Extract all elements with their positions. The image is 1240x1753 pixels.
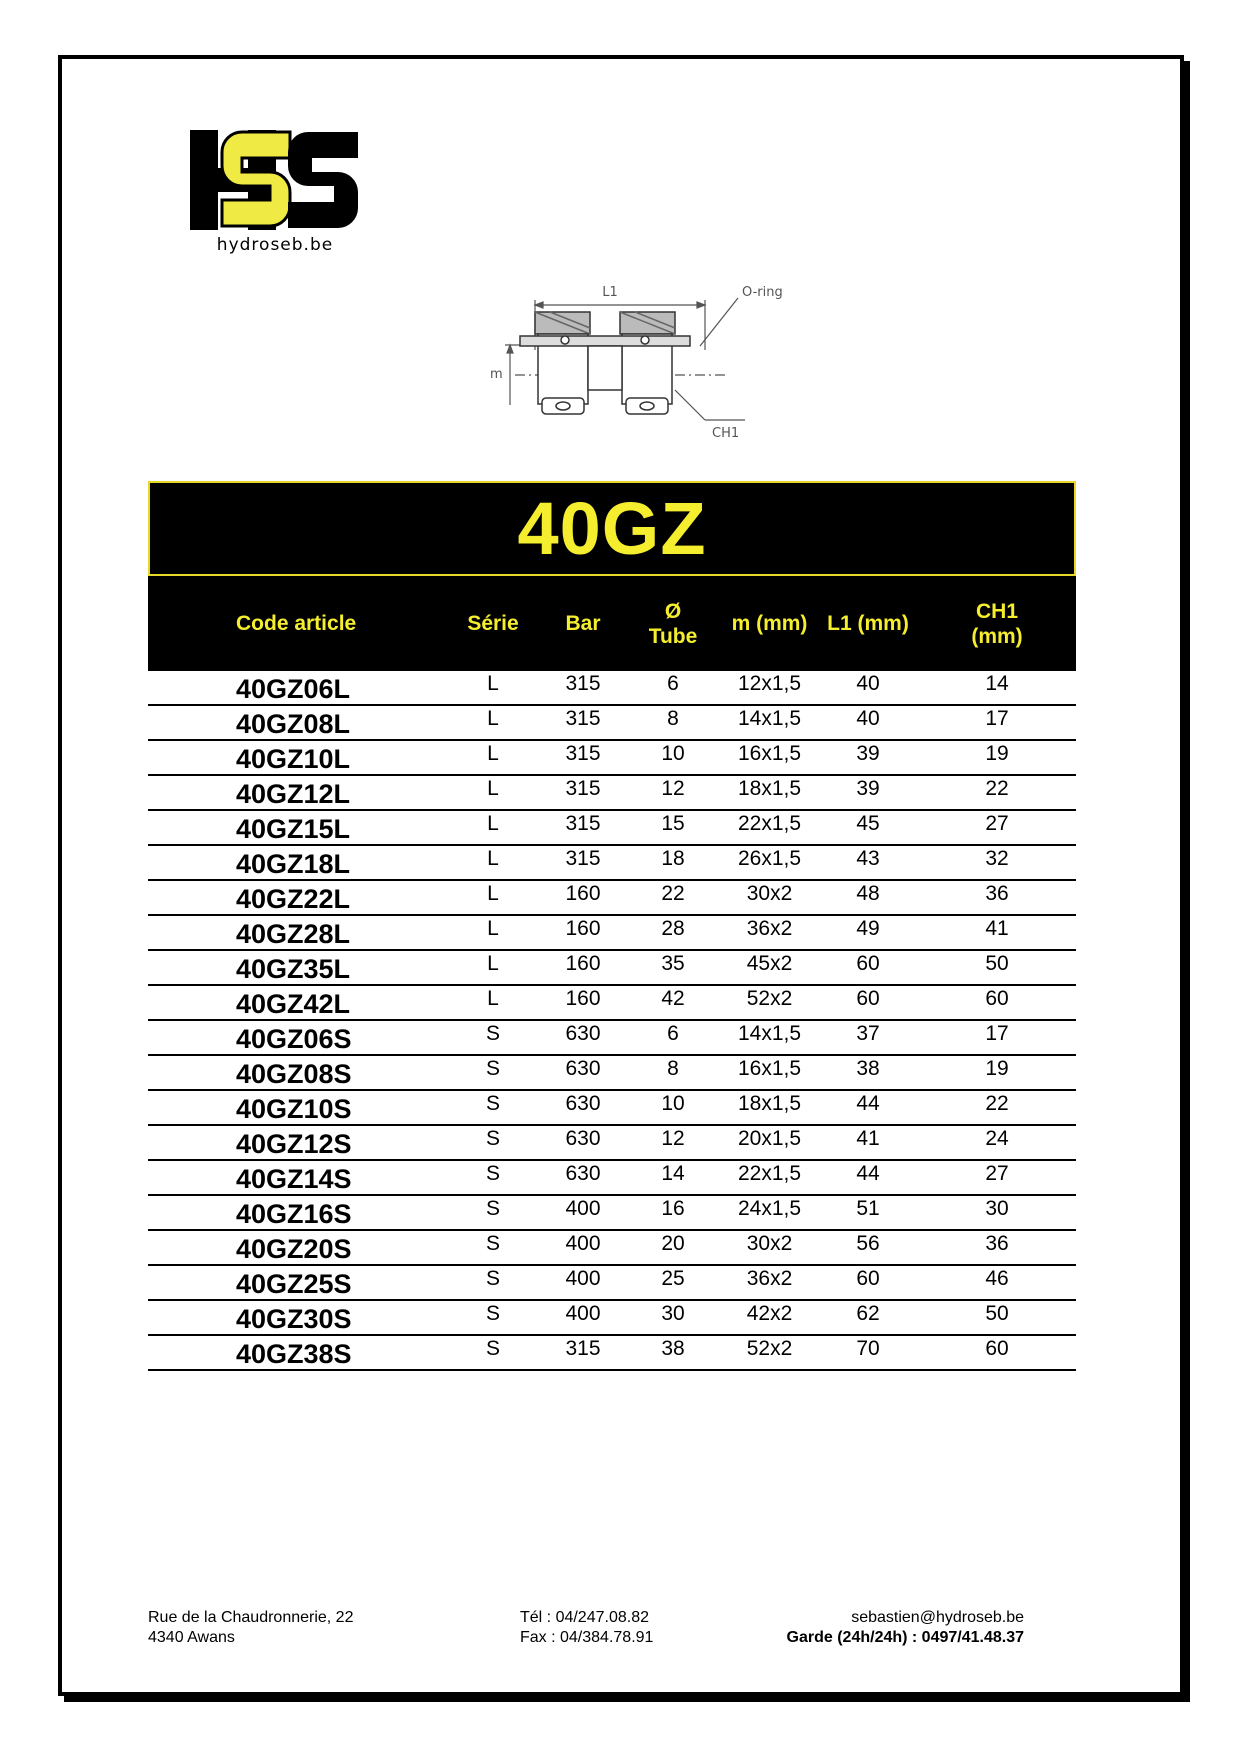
product-title-bar xyxy=(148,481,1076,576)
cell-l1: 43 xyxy=(818,845,918,880)
cell-bar: 400 xyxy=(541,1195,625,1230)
cell-l1: 39 xyxy=(818,740,918,775)
table-row xyxy=(148,671,1076,705)
cell-serie: L xyxy=(445,845,541,880)
header-m: m (mm) xyxy=(721,576,818,671)
hs-logo-mark xyxy=(190,130,360,235)
cell-code: 40GZ15L xyxy=(148,810,445,845)
cell-code: 40GZ10S xyxy=(148,1090,445,1125)
cell-ch1: 36 xyxy=(918,880,1076,915)
address-line2: 4340 Awans xyxy=(148,1629,235,1646)
cell-l1: 45 xyxy=(818,810,918,845)
cell-l1: 60 xyxy=(818,950,918,985)
header-code-article: Code article xyxy=(148,576,445,671)
cell-bar: 315 xyxy=(541,705,625,740)
cell-bar: 630 xyxy=(541,1125,625,1160)
cell-tube: 12 xyxy=(625,775,721,810)
cell-m: 42x2 xyxy=(721,1300,818,1335)
cell-l1: 44 xyxy=(818,1090,918,1125)
cell-tube: 8 xyxy=(625,705,721,740)
cell-l1: 62 xyxy=(818,1300,918,1335)
cell-bar: 400 xyxy=(541,1300,625,1335)
cell-code: 40GZ20S xyxy=(148,1230,445,1265)
cell-code: 40GZ38S xyxy=(148,1335,445,1370)
table-row xyxy=(148,775,1076,810)
cell-l1: 51 xyxy=(818,1195,918,1230)
table-row xyxy=(148,845,1076,880)
footer-phone xyxy=(520,1608,653,1648)
cell-l1: 41 xyxy=(818,1125,918,1160)
hydroseb-logo xyxy=(190,130,360,255)
cell-m: 36x2 xyxy=(721,1265,818,1300)
header-ch1 xyxy=(918,576,1076,671)
cell-tube: 22 xyxy=(625,880,721,915)
table-row xyxy=(148,810,1076,845)
cell-bar: 315 xyxy=(541,671,625,705)
cell-bar: 160 xyxy=(541,915,625,950)
cell-tube: 14 xyxy=(625,1160,721,1195)
cell-code: 40GZ35L xyxy=(148,950,445,985)
cell-serie: L xyxy=(445,740,541,775)
cell-tube: 42 xyxy=(625,985,721,1020)
cell-serie: S xyxy=(445,1125,541,1160)
cell-code: 40GZ10L xyxy=(148,740,445,775)
table-row xyxy=(148,915,1076,950)
cell-code: 40GZ30S xyxy=(148,1300,445,1335)
header-l1: L1 (mm) xyxy=(818,576,918,671)
fitting-drawing xyxy=(480,280,810,470)
cell-serie: L xyxy=(445,950,541,985)
cell-serie: L xyxy=(445,880,541,915)
email-link[interactable]: sebastien@hydroseb.be xyxy=(851,1609,1024,1626)
table-row xyxy=(148,1160,1076,1195)
cell-tube: 18 xyxy=(625,845,721,880)
table-row xyxy=(148,950,1076,985)
cell-l1: 37 xyxy=(818,1020,918,1055)
cell-tube: 20 xyxy=(625,1230,721,1265)
cell-m: 16x1,5 xyxy=(721,740,818,775)
cell-ch1: 60 xyxy=(918,1335,1076,1370)
label-m: m xyxy=(490,367,503,382)
cell-serie: L xyxy=(445,985,541,1020)
header-bar: Bar xyxy=(541,576,625,671)
cell-tube: 10 xyxy=(625,740,721,775)
cell-m: 18x1,5 xyxy=(721,775,818,810)
header-tube-line1: Ø xyxy=(664,599,682,623)
cell-m: 30x2 xyxy=(721,880,818,915)
table-row xyxy=(148,1265,1076,1300)
cell-m: 45x2 xyxy=(721,950,818,985)
cell-tube: 6 xyxy=(625,1020,721,1055)
cell-l1: 56 xyxy=(818,1230,918,1265)
header-ch1-line2: (mm) xyxy=(971,624,1023,648)
cell-bar: 160 xyxy=(541,880,625,915)
cell-code: 40GZ06S xyxy=(148,1020,445,1055)
cell-ch1: 27 xyxy=(918,810,1076,845)
cell-code: 40GZ18L xyxy=(148,845,445,880)
cell-code: 40GZ22L xyxy=(148,880,445,915)
cell-ch1: 22 xyxy=(918,1090,1076,1125)
cell-code: 40GZ12L xyxy=(148,775,445,810)
table-row xyxy=(148,1055,1076,1090)
cell-ch1: 19 xyxy=(918,740,1076,775)
fitting-diagram xyxy=(480,280,810,470)
spec-table xyxy=(148,576,1076,1371)
cell-tube: 16 xyxy=(625,1195,721,1230)
cell-ch1: 32 xyxy=(918,845,1076,880)
table-row xyxy=(148,880,1076,915)
cell-ch1: 46 xyxy=(918,1265,1076,1300)
cell-serie: S xyxy=(445,1160,541,1195)
cell-l1: 60 xyxy=(818,985,918,1020)
table-row xyxy=(148,1335,1076,1370)
cell-serie: L xyxy=(445,671,541,705)
cell-code: 40GZ25S xyxy=(148,1265,445,1300)
cell-ch1: 14 xyxy=(918,671,1076,705)
cell-m: 22x1,5 xyxy=(721,1160,818,1195)
table-row xyxy=(148,1300,1076,1335)
cell-ch1: 27 xyxy=(918,1160,1076,1195)
header-ch1-line1: CH1 xyxy=(975,599,1018,623)
cell-code: 40GZ14S xyxy=(148,1160,445,1195)
cell-l1: 40 xyxy=(818,705,918,740)
cell-m: 36x2 xyxy=(721,915,818,950)
header-tube-line2: Tube xyxy=(648,624,698,648)
cell-code: 40GZ28L xyxy=(148,915,445,950)
label-l1: L1 xyxy=(602,285,618,300)
label-ch1: CH1 xyxy=(712,426,740,441)
cell-bar: 630 xyxy=(541,1090,625,1125)
cell-code: 40GZ16S xyxy=(148,1195,445,1230)
cell-serie: S xyxy=(445,1195,541,1230)
tel-text: Tél : 04/247.08.82 xyxy=(520,1609,649,1626)
cell-bar: 315 xyxy=(541,740,625,775)
cell-bar: 160 xyxy=(541,985,625,1020)
cell-code: 40GZ08L xyxy=(148,705,445,740)
label-oring: O-ring xyxy=(742,285,783,300)
cell-tube: 10 xyxy=(625,1090,721,1125)
cell-serie: S xyxy=(445,1230,541,1265)
cell-serie: L xyxy=(445,705,541,740)
cell-ch1: 36 xyxy=(918,1230,1076,1265)
footer-contact xyxy=(700,1608,1024,1648)
cell-tube: 35 xyxy=(625,950,721,985)
cell-ch1: 24 xyxy=(918,1125,1076,1160)
cell-bar: 315 xyxy=(541,810,625,845)
cell-m: 16x1,5 xyxy=(721,1055,818,1090)
table-row xyxy=(148,1090,1076,1125)
cell-serie: L xyxy=(445,810,541,845)
cell-l1: 44 xyxy=(818,1160,918,1195)
cell-m: 52x2 xyxy=(721,1335,818,1370)
cell-ch1: 22 xyxy=(918,775,1076,810)
fax-text: Fax : 04/384.78.91 xyxy=(520,1629,654,1646)
header-tube xyxy=(625,576,721,671)
cell-m: 18x1,5 xyxy=(721,1090,818,1125)
cell-tube: 6 xyxy=(625,671,721,705)
cell-serie: S xyxy=(445,1090,541,1125)
cell-bar: 630 xyxy=(541,1160,625,1195)
cell-l1: 39 xyxy=(818,775,918,810)
spec-table-body xyxy=(148,671,1076,1370)
cell-ch1: 50 xyxy=(918,1300,1076,1335)
cell-l1: 48 xyxy=(818,880,918,915)
table-row xyxy=(148,985,1076,1020)
product-title: 40GZ xyxy=(517,487,707,570)
cell-serie: S xyxy=(445,1055,541,1090)
logo-text: hydroseb.be xyxy=(216,235,334,255)
cell-l1: 60 xyxy=(818,1265,918,1300)
cell-m: 22x1,5 xyxy=(721,810,818,845)
cell-m: 30x2 xyxy=(721,1230,818,1265)
cell-serie: S xyxy=(445,1300,541,1335)
table-row xyxy=(148,1230,1076,1265)
cell-m: 14x1,5 xyxy=(721,705,818,740)
cell-l1: 70 xyxy=(818,1335,918,1370)
table-row xyxy=(148,740,1076,775)
cell-m: 26x1,5 xyxy=(721,845,818,880)
cell-l1: 38 xyxy=(818,1055,918,1090)
cell-ch1: 50 xyxy=(918,950,1076,985)
cell-m: 52x2 xyxy=(721,985,818,1020)
table-row xyxy=(148,1020,1076,1055)
cell-bar: 160 xyxy=(541,950,625,985)
cell-m: 12x1,5 xyxy=(721,671,818,705)
cell-ch1: 17 xyxy=(918,1020,1076,1055)
cell-serie: L xyxy=(445,915,541,950)
cell-bar: 315 xyxy=(541,1335,625,1370)
cell-m: 14x1,5 xyxy=(721,1020,818,1055)
cell-ch1: 30 xyxy=(918,1195,1076,1230)
cell-code: 40GZ06L xyxy=(148,671,445,705)
table-row xyxy=(148,705,1076,740)
cell-bar: 400 xyxy=(541,1265,625,1300)
cell-tube: 12 xyxy=(625,1125,721,1160)
cell-code: 40GZ08S xyxy=(148,1055,445,1090)
cell-tube: 25 xyxy=(625,1265,721,1300)
cell-ch1: 17 xyxy=(918,705,1076,740)
cell-bar: 315 xyxy=(541,845,625,880)
address-line1: Rue de la Chaudronnerie, 22 xyxy=(148,1609,354,1626)
cell-bar: 400 xyxy=(541,1230,625,1265)
cell-serie: S xyxy=(445,1020,541,1055)
cell-ch1: 41 xyxy=(918,915,1076,950)
cell-ch1: 60 xyxy=(918,985,1076,1020)
cell-tube: 30 xyxy=(625,1300,721,1335)
cell-code: 40GZ12S xyxy=(148,1125,445,1160)
cell-serie: S xyxy=(445,1265,541,1300)
cell-m: 20x1,5 xyxy=(721,1125,818,1160)
header-serie: Série xyxy=(445,576,541,671)
cell-m: 24x1,5 xyxy=(721,1195,818,1230)
cell-l1: 40 xyxy=(818,671,918,705)
cell-serie: L xyxy=(445,775,541,810)
cell-bar: 315 xyxy=(541,775,625,810)
cell-tube: 38 xyxy=(625,1335,721,1370)
table-header-row xyxy=(148,576,1076,671)
cell-code: 40GZ42L xyxy=(148,985,445,1020)
garde-text: Garde (24h/24h) : 0497/41.48.37 xyxy=(786,1629,1024,1646)
cell-tube: 8 xyxy=(625,1055,721,1090)
table-row xyxy=(148,1195,1076,1230)
cell-tube: 28 xyxy=(625,915,721,950)
cell-tube: 15 xyxy=(625,810,721,845)
table-row xyxy=(148,1125,1076,1160)
cell-bar: 630 xyxy=(541,1020,625,1055)
cell-serie: S xyxy=(445,1335,541,1370)
cell-bar: 630 xyxy=(541,1055,625,1090)
footer-address xyxy=(148,1608,353,1648)
cell-ch1: 19 xyxy=(918,1055,1076,1090)
cell-l1: 49 xyxy=(818,915,918,950)
